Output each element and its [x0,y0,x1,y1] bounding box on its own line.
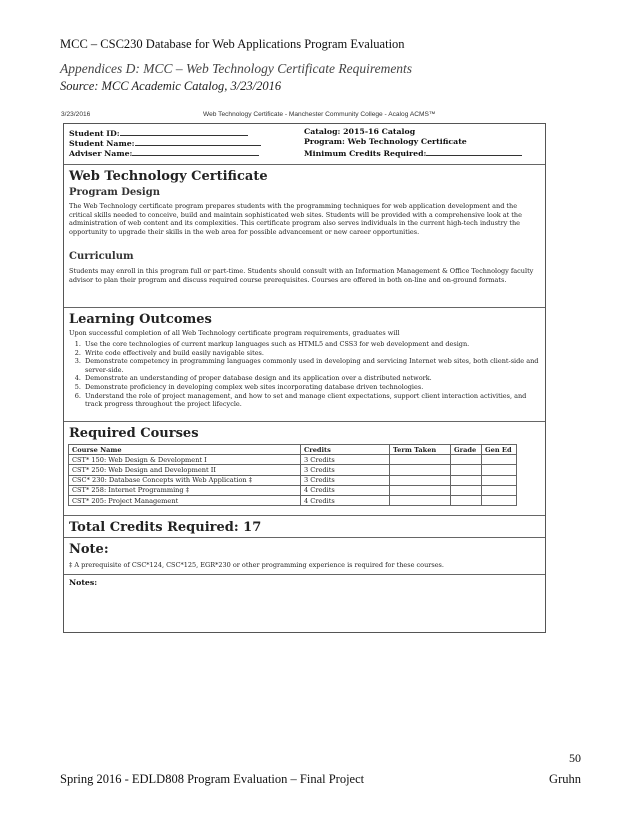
min-credits-label: Minimum Credits Required: [304,149,427,158]
list-item: 2. Write code effectively and build easily navigable sites. [83,349,541,358]
total-credits: Total Credits Required: 17 [69,520,262,535]
program-value: Program: Web Technology Certificate [304,137,467,146]
program-design-heading: Program Design [69,187,160,198]
certificate-form [63,123,546,633]
grade-cell [451,495,482,505]
grade-cell [451,485,482,495]
list-item: 5. Demonstrate proficiency in developing complex web sites incorporating database driven technologies. [83,383,541,392]
course-name-cell: CST* 250: Web Design and Development II [69,465,301,475]
list-item: 1. Use the core technologies of current markup languages such as HTML5 and CSS3 for web development and design. [83,340,541,349]
page-number: 50 [569,751,581,765]
print-title: Web Technology Certificate - Manchester Community College - Acalog ACMS™ [203,111,436,118]
col-credits: Credits [301,445,390,455]
notes-label: Notes: [69,578,98,587]
certificate-title: Web Technology Certificate [69,169,268,184]
course-name-cell: CSC* 230: Database Concepts with Web Application ‡ [69,475,301,485]
note-heading: Note: [69,542,109,557]
col-term-taken: Term Taken [390,445,451,455]
adviser-name-label: Adviser Name: [69,149,133,158]
credits-cell: 3 Credits [301,455,390,465]
course-name-cell: CST* 205: Project Management [69,495,301,505]
gen-ed-cell [482,495,517,505]
required-courses-table [68,444,517,506]
grade-cell [451,475,482,485]
document-header: MCC – CSC230 Database for Web Applications Program Evaluation [60,37,405,51]
note-section [64,537,545,574]
program-info [304,137,467,146]
curriculum-heading: Curriculum [69,251,134,262]
learning-outcomes-intro: Upon successful completion of all Web Technology certificate program requirements, graduates will [69,329,400,337]
gen-ed-cell [482,465,517,475]
list-item: 6. Understand the role of project management, and how to set and manage client expectations, support client interaction activities, and track progress throughout the project lifecycle. [83,392,541,409]
table-row [69,475,517,485]
student-id-label: Student ID: [69,129,120,138]
print-date: 3/23/2016 [61,111,91,118]
credits-cell: 3 Credits [301,465,390,475]
credits-cell: 3 Credits [301,475,390,485]
learning-outcomes-heading: Learning Outcomes [69,312,212,327]
gen-ed-cell [482,455,517,465]
list-item: 3. Demonstrate competency in programming languages commonly used in developing and servicing Internet web sites, both client-side and server-side. [83,357,541,374]
table-row [69,495,517,505]
credits-cell: 4 Credits [301,485,390,495]
table-row [69,455,517,465]
total-credits-section [64,515,545,537]
col-gen-ed: Gen Ed [482,445,517,455]
footer-right: Gruhn [549,772,581,786]
col-grade: Grade [451,445,482,455]
certificate-description [64,164,545,307]
term-cell [390,465,451,475]
min-credits-field [304,147,522,158]
footer-left: Spring 2016 - EDLD808 Program Evaluation – Final Project [60,772,365,786]
course-name-cell: CST* 150: Web Design & Development I [69,455,301,465]
student-name-label: Student Name: [69,139,135,148]
course-name-cell: CST* 258: Internet Programming ‡ [69,485,301,495]
program-design-text: The Web Technology certificate program prepares students with the programming techniques for web application development and the critical skills needed to conceive, build and maintain sophisticated web sites. Students will be provided with a comprehensive look at the administration of web content and its complexities. This certificate program also serves individuals in the current high-tech industry the opportunity to upgrade their skills in the web area for possible advancement or new career opportunities. [69,202,522,237]
outcomes-list [69,340,541,409]
required-courses-heading: Required Courses [69,426,199,441]
grade-cell [451,455,482,465]
credits-cell: 4 Credits [301,495,390,505]
catalog-info [304,127,415,136]
catalog-value: Catalog: 2015-16 Catalog [304,127,416,136]
col-course-name: Course Name [69,445,301,455]
appendix-title: Appendices D: MCC – Web Technology Certificate Requirements [60,61,413,76]
gen-ed-cell [482,475,517,485]
gen-ed-cell [482,485,517,495]
curriculum-text: Students may enroll in this program full or part-time. Students should consult with an Information Management & Office Technology faculty advisor to plan their program and discuss required course prerequisites. Courses are offered in both on-line and on-ground formats. [69,267,534,284]
table-row [69,465,517,475]
required-courses-section [64,421,545,515]
note-text: ‡ A prerequisite of CSC*124, CSC*125, EGR*230 or other programming experience is required for these courses. [69,561,444,569]
notes-section [64,574,545,632]
term-cell [390,495,451,505]
list-item: 4. Demonstrate an understanding of proper database design and its application over a distributed network. [83,374,541,383]
term-cell [390,485,451,495]
table-header-row [69,445,517,455]
learning-outcomes-section [64,307,545,421]
adviser-name-field [69,147,259,158]
student-info-block [64,124,545,164]
source-line: Source: MCC Academic Catalog, 3/23/2016 [60,79,282,93]
table-row [69,485,517,495]
term-cell [390,455,451,465]
term-cell [390,475,451,485]
grade-cell [451,465,482,475]
